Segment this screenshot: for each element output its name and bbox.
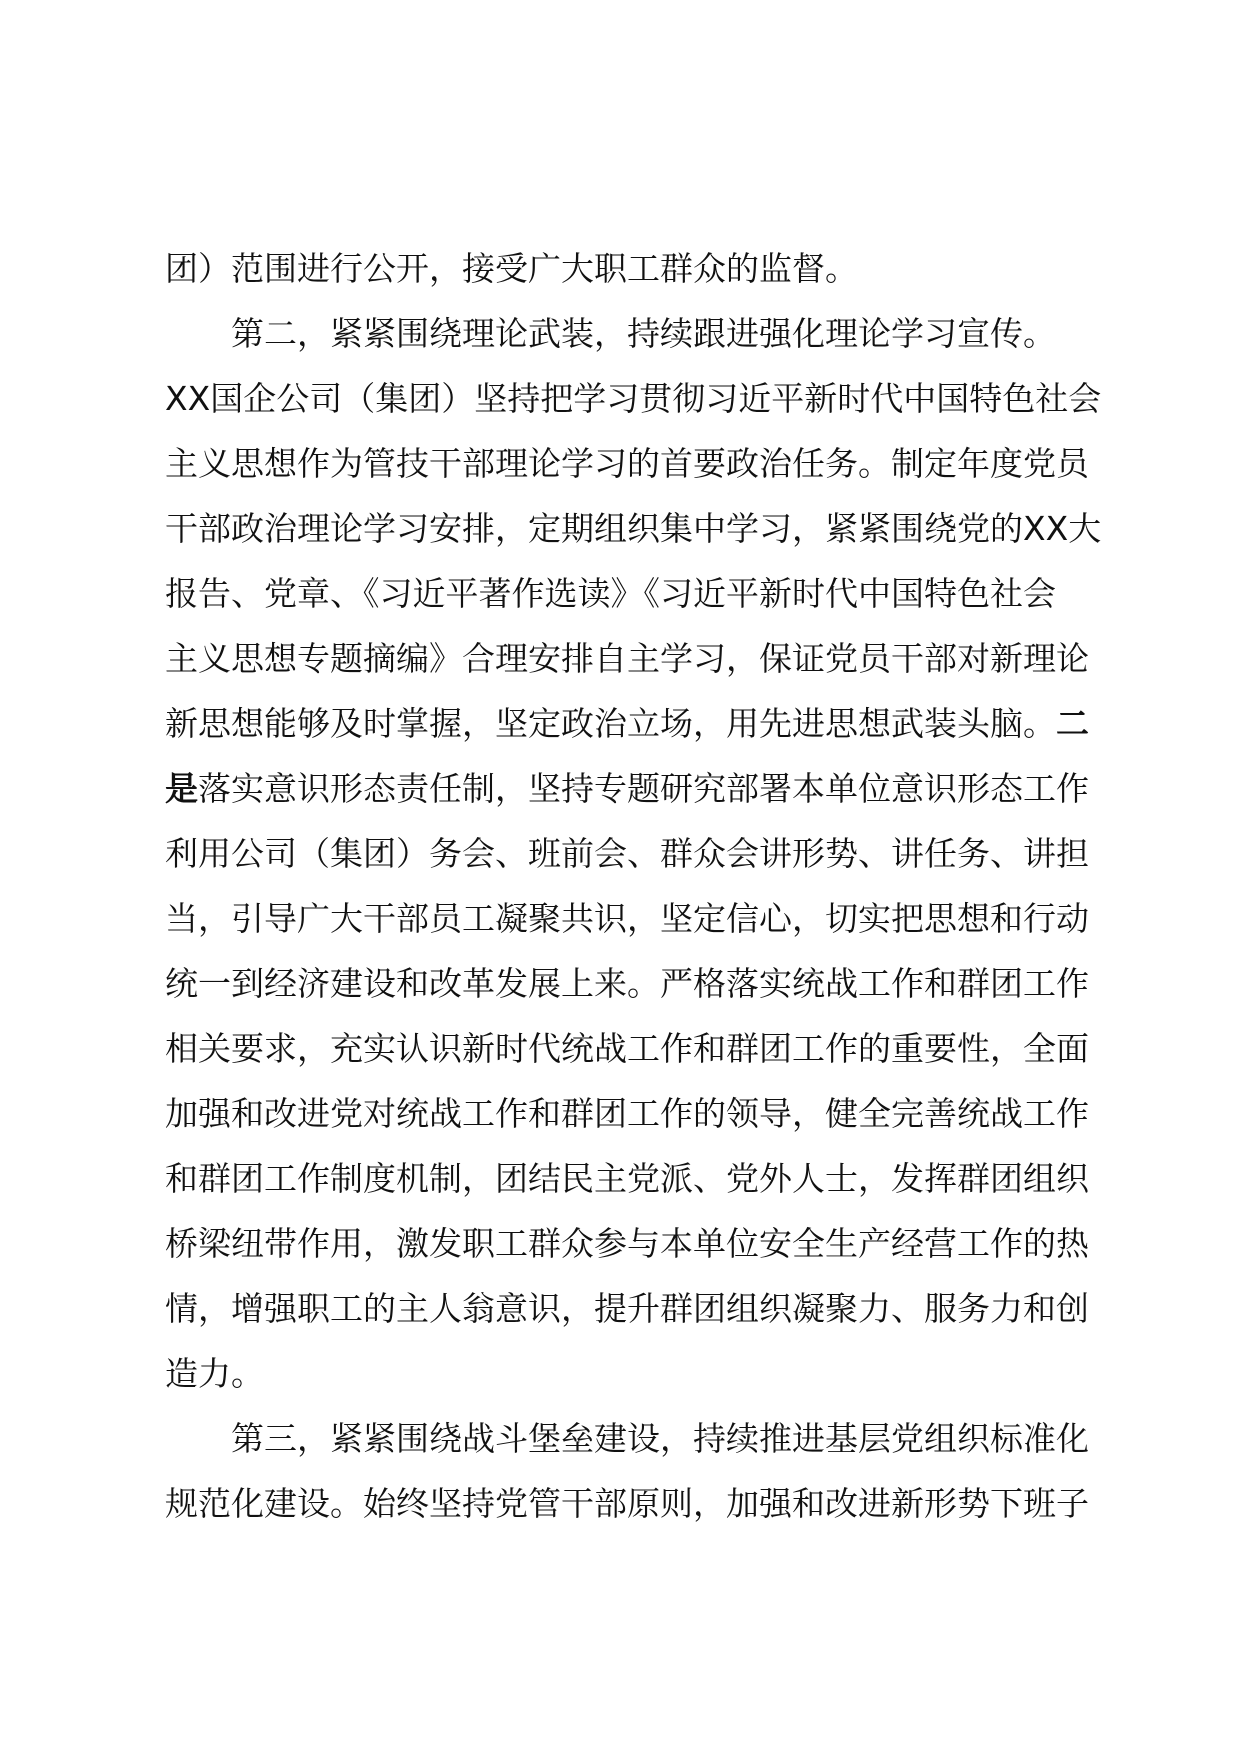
text-line: 桥梁纽带作用，激发职工群众参与本单位安全生产经营工作的热 — [165, 1224, 1089, 1263]
text-line: 主义思想专题摘编》合理安排自主学习，保证党员干部对新理论 — [165, 639, 1089, 678]
text-line: 规范化建设。始终坚持党管干部原则，加强和改进新形势下班子 — [165, 1484, 1089, 1523]
text-line: 和群团工作制度机制，团结民主党派、党外人士，发挥群团组织 — [165, 1159, 1089, 1198]
text-line: 干部政治理论学习安排，定期组织集中学习，紧紧围绕党的XX大 — [165, 509, 1102, 548]
bold-marker: 是 — [165, 769, 198, 808]
text-fragment: 落实意识形态责任制，坚持专题研究部署本单位意识形态工作 — [198, 769, 1089, 808]
text-line: 相关要求，充实认识新时代统战工作和群团工作的重要性，全面 — [165, 1029, 1089, 1068]
text-line: 加强和改进党对统战工作和群团工作的领导，健全完善统战工作 — [165, 1094, 1089, 1133]
paragraph-heading-second: 第二，紧紧围绕理论武装，持续跟进强化理论学习宣传。 — [231, 314, 1056, 353]
text-line: XX国企公司（集团）坚持把学习贯彻习近平新时代中国特色社会 — [165, 379, 1102, 418]
bold-marker: 二 — [1056, 704, 1089, 743]
document-body — [165, 236, 1105, 1536]
paragraph-heading-third: 第三，紧紧围绕战斗堡垒建设，持续推进基层党组织标准化 — [231, 1419, 1089, 1458]
text-line: 当，引导广大干部员工凝聚共识，坚定信心，切实把思想和行动 — [165, 899, 1089, 938]
text-line: 报告、党章、《习近平著作选读》《习近平新时代中国特色社会 — [165, 574, 1056, 613]
text-line: 主义思想作为管技干部理论学习的首要政治任务。制定年度党员 — [165, 444, 1089, 483]
text-line: 利用公司（集团）务会、班前会、群众会讲形势、讲任务、讲担 — [165, 834, 1089, 873]
text-line: 团）范围进行公开，接受广大职工群众的监督。 — [165, 249, 858, 288]
text-line — [165, 691, 1105, 756]
text-line: 情，增强职工的主人翁意识，提升群团组织凝聚力、服务力和创 — [165, 1289, 1089, 1328]
text-line: 统一到经济建设和改革发展上来。严格落实统战工作和群团工作 — [165, 964, 1089, 1003]
text-line — [165, 756, 1105, 821]
text-line: 造力。 — [165, 1354, 264, 1393]
text-fragment: 新思想能够及时掌握，坚定政治立场，用先进思想武装头脑。 — [165, 704, 1056, 743]
